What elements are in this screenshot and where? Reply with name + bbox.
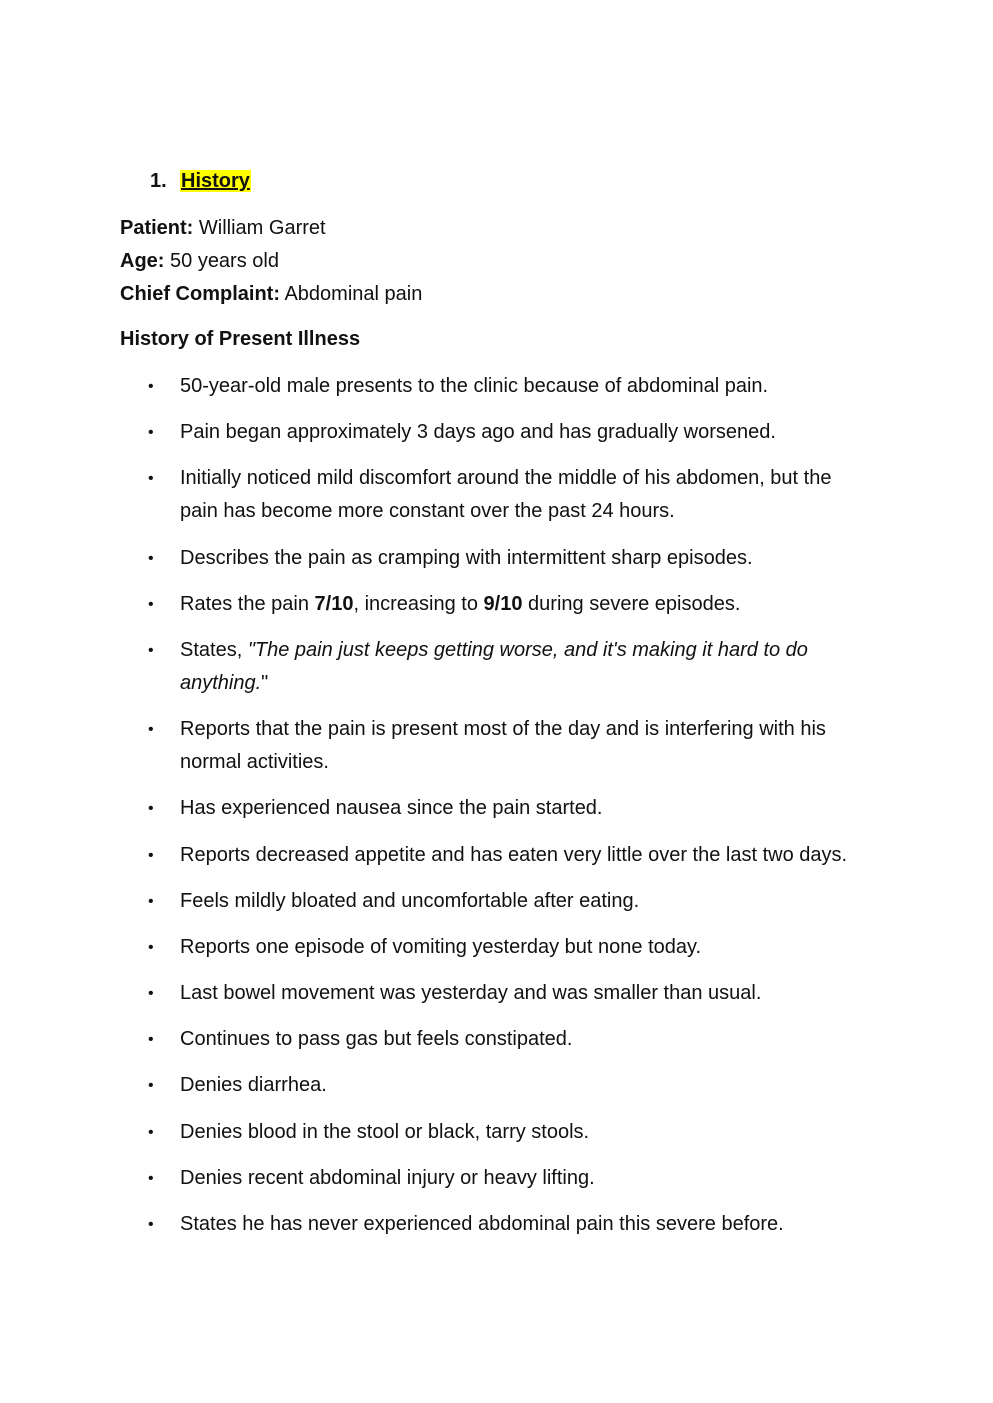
list-item-text [180,467,831,522]
section-heading [150,166,251,196]
bullet-icon: • [148,938,154,956]
bullet-icon: • [148,1031,154,1049]
list-item [146,713,866,779]
list-item [146,1069,866,1102]
list-item-text [180,1213,784,1235]
patient-field [120,212,422,245]
list-item [146,1116,866,1149]
field-label: Patient: [120,217,194,239]
text-run: Rates the pain [180,592,315,615]
text-run: Denies diarrhea. [180,1074,327,1097]
chief-complaint-field [120,278,422,311]
field-value: 50 years old [164,250,279,272]
text-run: Describes the pain as cramping with intermittent sharp episodes. [180,546,753,569]
field-label: Age: [120,250,165,272]
age-field [120,245,422,278]
text-run: , increasing to [353,592,484,615]
bold-text: 9/10 [483,592,523,615]
list-item [146,977,866,1010]
bullet-icon: • [148,1077,154,1095]
list-item-text [180,890,639,912]
list-item-text [180,1121,589,1143]
text-run: Initially noticed mild discomfort around the middle of his abdomen, but the pain has become more constant over the past 24 hours. [180,467,832,523]
list-item [146,462,866,528]
bullet-icon: • [148,595,154,613]
section-title: History [181,170,250,192]
text-run: during severe episodes. [522,592,741,615]
list-item-text [180,593,740,615]
text-run: Has experienced nausea since the pain started. [180,797,603,820]
list-item [146,931,866,964]
text-run: States, [180,638,248,661]
section-number: 1. [150,170,167,192]
list-item [146,416,866,449]
bullet-icon: • [148,721,154,739]
list-item-text [180,547,753,569]
text-run: Reports decreased appetite and has eaten very little over the last two days. [180,843,848,866]
hpi-heading: History of Present Illness [120,328,361,350]
list-item [146,542,866,575]
text-run: Continues to pass gas but feels constipated. [180,1028,573,1051]
list-item-text [180,844,847,866]
text-run: States he has never experienced abdominal pain this severe before. [180,1213,784,1235]
list-item-text [180,982,761,1004]
text-run: Last bowel movement was yesterday and was smaller than usual. [180,982,762,1005]
bullet-icon: • [148,378,154,395]
field-value: Abdominal pain [280,283,423,305]
bullet-icon: • [148,549,154,567]
text-run: Pain began approximately 3 days ago and has gradually worsened. [180,421,776,444]
text-run: Reports that the pain is present most of the day and is interfering with his normal activities. [180,718,826,774]
list-item-text [180,375,768,397]
text-run: Reports one episode of vomiting yesterday but none today. [180,935,702,958]
hpi-bullet-list [146,370,866,1254]
list-item [146,1162,866,1195]
bold-text: 7/10 [314,592,354,615]
bullet-icon: • [148,846,154,864]
list-item [146,1208,866,1241]
list-item [146,885,866,918]
italic-text: "The pain just keeps getting worse, and it's making it hard to do anything. [180,638,808,694]
text-run: Denies recent abdominal injury or heavy lifting. [180,1166,595,1189]
field-label: Chief Complaint: [120,283,280,305]
bullet-icon: • [148,1169,154,1187]
bullet-icon: • [148,985,154,1003]
list-item [146,1023,866,1056]
bullet-icon: • [148,892,154,910]
list-item-text [180,1167,595,1189]
text-run: 50-year-old male presents to the clinic because of abdominal pain. [180,375,769,397]
text-run: Feels mildly bloated and uncomfortable after eating. [180,889,640,912]
list-item-text [180,639,808,694]
list-item [146,792,866,825]
list-item-text [180,421,776,443]
list-item-text [180,718,826,773]
bullet-icon: • [148,1123,154,1141]
list-item-text [180,936,701,958]
list-item [146,588,866,621]
list-item-text [180,797,603,819]
patient-fields [120,212,422,311]
bullet-icon: • [148,1216,154,1233]
list-item [146,370,866,403]
bullet-icon: • [148,800,154,818]
bullet-icon: • [148,424,154,442]
list-item-text [180,1028,572,1050]
list-item [146,839,866,872]
text-run: " [261,671,269,694]
field-value: William Garret [193,217,326,239]
list-item-text [180,1074,327,1096]
text-run: Denies blood in the stool or black, tarry stools. [180,1120,590,1143]
list-item [146,634,866,700]
bullet-icon: • [148,641,154,659]
bullet-icon: • [148,470,154,488]
